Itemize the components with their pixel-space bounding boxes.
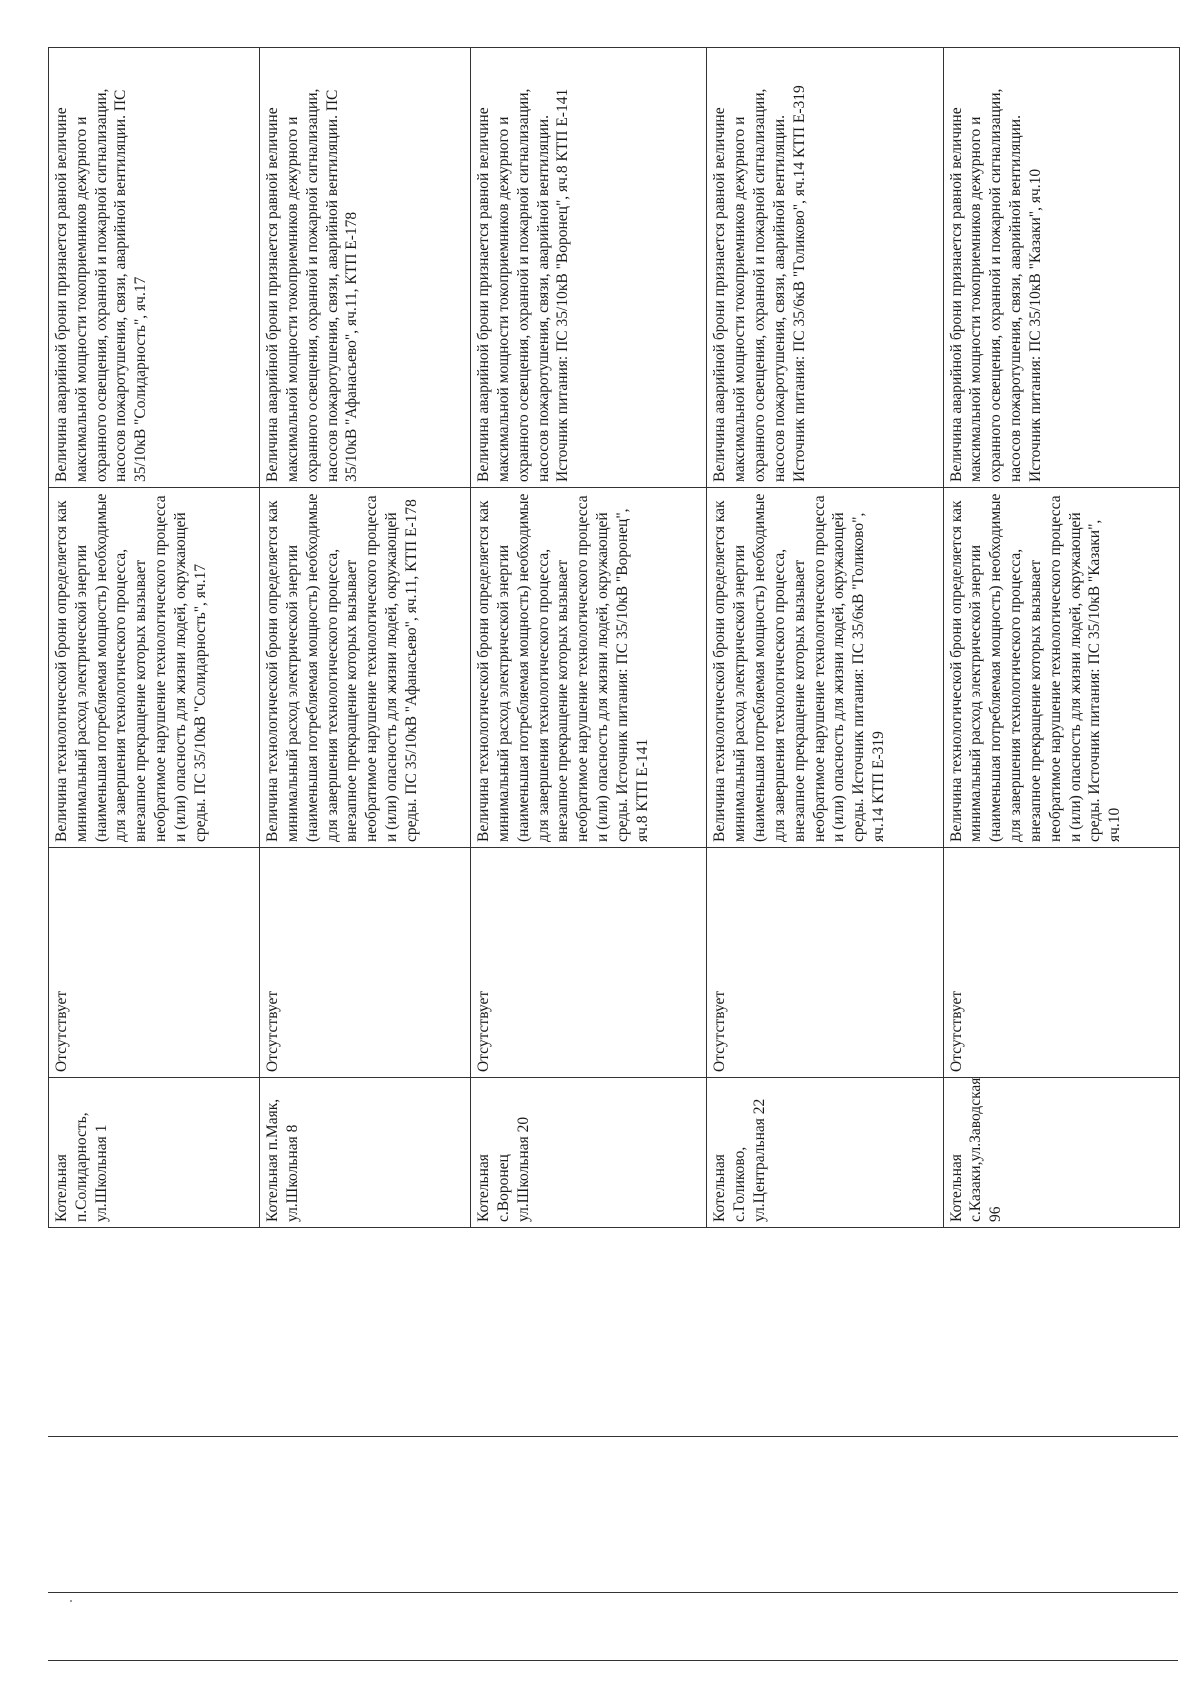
tech-reserve-cell: Величина технологической брони определяется как минимальный расход электрической энергии (наименьшая потребляемая мощность) необходимые для завершения технологического процесса, внезапное прекращение которых вызывает необратимое нарушение технологического процесса и (или) опасность для жизни людей, окружающей среды. Источник питания: ПС 35/6кВ "Голиково", яч.14 КТП Е-319 — [707, 488, 943, 848]
table-row — [49, 48, 260, 1228]
boiler-name-cell: Котельная п.Маяк, ул.Школьная 8 — [260, 1078, 471, 1228]
boiler-name-cell: Котельная п.Солидарность, ул.Школьная 1 — [49, 1078, 260, 1228]
tech-reserve-cell: Величина технологической брони определяется как минимальный расход электрической энергии (наименьшая потребляемая мощность) необходимые для завершения технологического процесса, внезапное прекращение которых вызывает необратимое нарушение технологического процесса и (или) опасность для жизни людей, окружающей среды. ПС 35/10кВ "Афанасьево", яч.11, КТП Е-178 — [260, 488, 471, 848]
emergency-reserve-cell: Величина аварийной брони признается равной величине максимальной мощности токоприемников дежурного и охранного освещения, охранной и пожарной сигнализации, насосов пожаротушения, связи, аварийной вентиляции. Источник питания: ПС 35/10кВ "Воронец", яч.8 КТП Е-141 — [471, 48, 707, 488]
table-row — [471, 48, 707, 1228]
scan-speck — [70, 1600, 72, 1602]
separator-line-2 — [48, 1592, 1178, 1593]
absent-cell: Отсутствует — [260, 848, 471, 1078]
boiler-name-cell: Котельная с.Казаки,ул.Заводская 96 — [943, 1078, 1179, 1228]
emergency-reserve-cell: Величина аварийной брони признается равной величине максимальной мощности токоприемников дежурного и охранного освещения, охранной и пожарной сигнализации, насосов пожаротушения, связи, аварийной вентиляции. Источник питания: ПС 35/10кВ "Казаки", яч.10 — [943, 48, 1179, 488]
tech-reserve-cell: Величина технологической брони определяется как минимальный расход электрической энергии (наименьшая потребляемая мощность) необходимые для завершения технологического процесса, внезапное прекращение которых вызывает необратимое нарушение технологического процесса и (или) опасность для жизни людей, окружающей среды. Источник питания: ПС 35/10кВ "Казаки", яч.10 — [943, 488, 1179, 848]
separator-line-1 — [48, 1436, 1178, 1437]
separator-line-3 — [48, 1660, 1178, 1661]
tech-reserve-cell: Величина технологической брони определяется как минимальный расход электрической энергии (наименьшая потребляемая мощность) необходимые для завершения технологического процесса, внезапное прекращение которых вызывает необратимое нарушение технологического процесса и (или) опасность для жизни людей, окружающей среды. Источник питания: ПС 35/10кВ "Воронец", яч.8 КТП Е-141 — [471, 488, 707, 848]
table-row — [260, 48, 471, 1228]
tech-reserve-cell: Величина технологической брони определяется как минимальный расход электрической энергии (наименьшая потребляемая мощность) необходимые для завершения технологического процесса, внезапное прекращение которых вызывает необратимое нарушение технологического процесса и (или) опасность для жизни людей, окружающей среды. ПС 35/10кВ "Солидарность", яч.17 — [49, 488, 260, 848]
reservation-table — [48, 47, 1180, 1228]
absent-cell: Отсутствует — [707, 848, 943, 1078]
boiler-name-cell: Котельная с.Воронец ул.Школьная 20 — [471, 1078, 707, 1228]
absent-cell: Отсутствует — [49, 848, 260, 1078]
emergency-reserve-cell: Величина аварийной брони признается равной величине максимальной мощности токоприемников дежурного и охранного освещения, охранной и пожарной сигнализации, насосов пожаротушения, связи, аварийной вентиляции. ПС 35/10кВ "Солидарность", яч.17 — [49, 48, 260, 488]
absent-cell: Отсутствует — [943, 848, 1179, 1078]
emergency-reserve-cell: Величина аварийной брони признается равной величине максимальной мощности токоприемников дежурного и охранного освещения, охранной и пожарной сигнализации, насосов пожаротушения, связи, аварийной вентиляции. Источник питания: ПС 35/6кВ "Голиково", яч.14 КТП Е-319 — [707, 48, 943, 488]
absent-cell: Отсутствует — [471, 848, 707, 1078]
emergency-reserve-cell: Величина аварийной брони признается равной величине максимальной мощности токоприемников дежурного и охранного освещения, охранной и пожарной сигнализации, насосов пожаротушения, связи, аварийной вентиляции. ПС 35/10кВ "Афанасьево", яч.11, КТП Е-178 — [260, 48, 471, 488]
rotated-table-container — [48, 48, 1180, 1228]
table-row — [943, 48, 1179, 1228]
table-row — [707, 48, 943, 1228]
boiler-name-cell: Котельная с.Голиково, ул.Центральная 22 — [707, 1078, 943, 1228]
